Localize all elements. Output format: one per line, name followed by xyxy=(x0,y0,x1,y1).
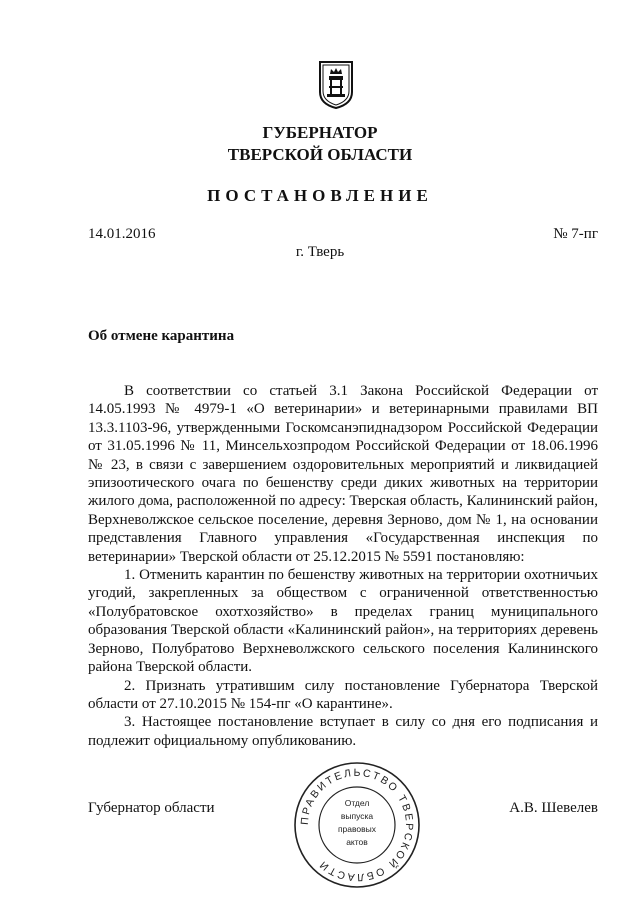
paragraph-preamble: В соответствии со статьей 3.1 Закона Российской Федерации от 14.05.1993 № 4979-1 «О ветеринарии» и ветеринарными правилами ВП 13.3.1103-96, утвержденными Госкомсанэпиднадзором Российской Федерации от 31.05.1996 № 11, Минсельхозпродом Российской Федерации от 18.06.1996 № 23, в связи с завершением оздоровительных мероприятий и ликвидацией эпизоотического очага по бешенству среди диких животных на территории жилого дома, расположенной по адресу: Тверская область, Калининский район, Верхневолжское сельское поселение, деревня Зерново, дом № 1, на основании представления Главного управления «Государственная инспекция по ветеринарии» Тверской области от 25.12.2015 № 5591 постановляю: xyxy=(88,383,598,565)
paragraph-item-3: 3. Настоящее постановление вступает в силу со дня его подписания и подлежит официальному опубликованию. xyxy=(88,714,598,749)
document-city: г. Тверь xyxy=(295,244,345,260)
document-number: № 7-пг xyxy=(553,226,598,242)
document-type: ПОСТАНОВЛЕНИЕ xyxy=(207,186,433,205)
document-date: 14.01.2016 xyxy=(88,226,156,242)
signature-name: А.В. Шевелев xyxy=(509,800,598,816)
document-body xyxy=(88,382,598,750)
header-region: ТВЕРСКОЙ ОБЛАСТИ xyxy=(227,145,413,164)
official-stamp xyxy=(292,760,422,890)
paragraph-item-1: 1. Отменить карантин по бешенству животных на территории охотничьих угодий, закрепленных за обществом с ограниченной ответственностью «Полубратовское охотхозяйство» в пределах границ муниципального образования Тверской области «Калининский район», на территориях деревень Зерново, Полубратово Верхневолжского сельского поселения Калининского района Тверской области. xyxy=(88,567,598,676)
tver-coat-of-arms-icon xyxy=(318,60,354,110)
signature-title: Губернатор области xyxy=(88,800,215,816)
stamp-line-1: Отдел xyxy=(344,798,370,808)
document-subject: Об отмене карантина xyxy=(88,328,235,344)
header-governor: ГУБЕРНАТОР xyxy=(262,123,378,142)
stamp-line-4: актов xyxy=(346,837,368,847)
stamp-line-2: выпуска xyxy=(340,811,374,821)
stamp-line-3: правовых xyxy=(337,824,377,834)
paragraph-item-2: 2. Признать утратившим силу постановление Губернатора Тверской области от 27.10.2015 № 154-пг «О карантине». xyxy=(88,677,598,712)
stamp-ring-text: ПРАВИТЕЛЬСТВО ТВЕРСКОЙ ОБЛАСТИ xyxy=(298,766,416,884)
